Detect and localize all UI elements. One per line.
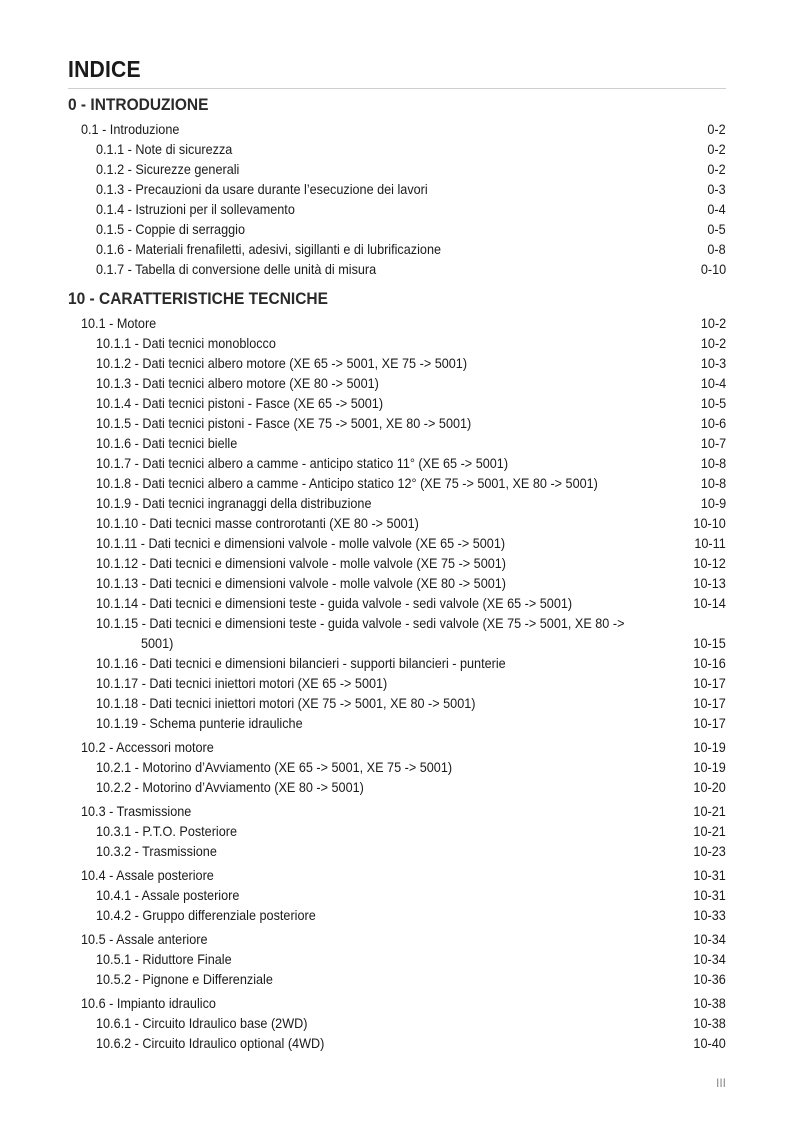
toc-entry-page: 10-40 [693, 1036, 726, 1051]
toc-entry-page: 10-9 [700, 496, 726, 511]
toc-subsection-entry[interactable] [68, 454, 726, 474]
toc-entry-label: 10.1.8 - Dati tecnici albero a camme - Anticipo statico 12° (XE 75 -> 5001, XE 80 -> 5001) [96, 476, 598, 491]
toc-subsection-entry[interactable] [68, 694, 726, 714]
toc-entry-label: 10.1.7 - Dati tecnici albero a camme - anticipo statico 11° (XE 65 -> 5001) [96, 456, 509, 471]
toc-entry-label: 10.4.2 - Gruppo differenziale posteriore [96, 908, 316, 923]
toc-subsection-entry[interactable] [68, 354, 726, 374]
toc-entry-page: 10-4 [700, 376, 726, 391]
toc-subsection-entry[interactable] [68, 714, 726, 734]
toc-subsection-entry[interactable] [68, 514, 726, 534]
toc-entry-label: 0.1.6 - Materiali frenafiletti, adesivi, sigillanti e di lubrificazione [96, 242, 442, 257]
toc-subsection-entry[interactable] [68, 822, 726, 842]
toc-entry-page: 0-5 [707, 222, 726, 237]
toc-entry-label: 0.1.7 - Tabella di conversione delle unità di misura [96, 262, 377, 277]
toc-entry-label: 10.1.11 - Dati tecnici e dimensioni valvole - molle valvole (XE 65 -> 5001) [96, 536, 506, 551]
toc-subsection-entry[interactable] [68, 1034, 726, 1054]
toc-entry-page: 10-33 [693, 908, 726, 923]
toc-section-entry[interactable] [68, 802, 726, 822]
toc-entry-page: 0-2 [707, 162, 726, 177]
toc-entry-label: 10.1.12 - Dati tecnici e dimensioni valvole - molle valvole (XE 75 -> 5001) [96, 556, 507, 571]
toc-entry-page: 0-2 [707, 122, 726, 137]
toc-entry-page: 10-6 [700, 416, 726, 431]
toc-entry-page: 10-14 [693, 596, 726, 611]
toc-entry-label: 10.1.16 - Dati tecnici e dimensioni bilancieri - supporti bilancieri - punterie [96, 656, 506, 671]
chapter-spacer [68, 280, 726, 288]
toc-subsection-entry[interactable] [68, 594, 726, 614]
toc-entry-label: 10.6 - Impianto idraulico [81, 996, 216, 1011]
toc-entry-label: 10.1.13 - Dati tecnici e dimensioni valvole - molle valvole (XE 80 -> 5001) [96, 576, 507, 591]
toc-entry-label: 0.1.2 - Sicurezze generali [96, 162, 240, 177]
toc-entry-page: 10-23 [693, 844, 726, 859]
toc-entry-label: 10.1.3 - Dati tecnici albero motore (XE 80 -> 5001) [96, 376, 379, 391]
toc-entry-label: 10.6.1 - Circuito Idraulico base (2WD) [96, 1016, 308, 1031]
toc-entry-label: 10.1 - Motore [81, 316, 157, 331]
toc-subsection-entry[interactable] [68, 614, 726, 634]
toc-entry-page: 0-8 [707, 242, 726, 257]
toc-entry-label: 0.1.3 - Precauzioni da usare durante l’esecuzione dei lavori [96, 182, 428, 197]
title-divider [68, 88, 726, 89]
toc-entry-label: 10.2.2 - Motorino d’Avviamento (XE 80 -> 5001) [96, 780, 364, 795]
toc-entry-page: 10-3 [700, 356, 726, 371]
toc-entry-page: 10-36 [693, 972, 726, 987]
toc-entry-label: 10.1.17 - Dati tecnici iniettori motori (XE 65 -> 5001) [96, 676, 388, 691]
toc-subsection-entry[interactable] [68, 494, 726, 514]
toc-entry-label: 0.1.5 - Coppie di serraggio [96, 222, 245, 237]
toc-subsection-entry[interactable] [68, 140, 726, 160]
toc-entry-label: 10.2 - Accessori motore [81, 740, 214, 755]
toc-section-entry[interactable] [68, 866, 726, 886]
page-number: III [715, 1076, 726, 1090]
toc-entry-page: 10-31 [693, 868, 726, 883]
toc-entry-label: 10.3.2 - Trasmissione [96, 844, 217, 859]
toc-subsection-entry[interactable] [68, 220, 726, 240]
toc-subsection-entry[interactable] [68, 474, 726, 494]
toc-entry-page: 10-2 [700, 336, 726, 351]
toc-entry-label: 10.4.1 - Assale posteriore [96, 888, 240, 903]
chapter-heading[interactable]: 10 - CARATTERISTICHE TECNICHE [68, 290, 328, 308]
toc-subsection-entry[interactable] [68, 574, 726, 594]
toc-entry-page: 10-21 [693, 804, 726, 819]
toc-entry-page: 10-19 [693, 740, 726, 755]
toc-entry-page: 10-21 [693, 824, 726, 839]
chapter-heading[interactable]: 0 - INTRODUZIONE [68, 96, 209, 114]
toc-entry-label: 0.1.1 - Note di sicurezza [96, 142, 233, 157]
toc-entry-label: 0.1.4 - Istruzioni per il sollevamento [96, 202, 295, 217]
toc-entry-label: 10.5.1 - Riduttore Finale [96, 952, 232, 967]
toc-subsection-entry[interactable] [68, 886, 726, 906]
toc-section-entry[interactable] [68, 314, 726, 334]
toc-subsection-entry[interactable] [68, 334, 726, 354]
toc-entry-label: 10.5 - Assale anteriore [81, 932, 208, 947]
toc-entry-page: 10-38 [693, 1016, 726, 1031]
toc-subsection-entry[interactable] [68, 970, 726, 990]
toc-entry-page: 0-2 [707, 142, 726, 157]
toc-subsection-entry[interactable] [68, 374, 726, 394]
toc-section-entry[interactable] [68, 738, 726, 758]
toc-entry-label: 10.1.15 - Dati tecnici e dimensioni teste - guida valvole - sedi valvole (XE 75 -> 5001, XE 80 -> [96, 616, 625, 631]
toc-entry-page: 10-17 [693, 696, 726, 711]
toc-entry-page: 0-4 [707, 202, 726, 217]
toc-entry-label: 10.4 - Assale posteriore [81, 868, 214, 883]
toc-entry-page: 10-12 [693, 556, 726, 571]
toc-entry-page: 10-17 [693, 716, 726, 731]
toc-subsection-entry[interactable] [68, 160, 726, 180]
toc-subsection-entry[interactable] [68, 434, 726, 454]
toc-entry-label: 10.1.18 - Dati tecnici iniettori motori (XE 75 -> 5001, XE 80 -> 5001) [96, 696, 476, 711]
toc-entry-label: 10.1.9 - Dati tecnici ingranaggi della distribuzione [96, 496, 372, 511]
toc-entry-page: 10-7 [700, 436, 726, 451]
toc-entry-label: 10.3.1 - P.T.O. Posteriore [96, 824, 238, 839]
toc-entry-label: 0.1 - Introduzione [81, 122, 180, 137]
toc-entry-label: 5001) [141, 636, 174, 651]
toc-entry-page: 10-8 [700, 456, 726, 471]
page-title: INDICE [68, 56, 141, 82]
toc-entry-label: 10.1.5 - Dati tecnici pistoni - Fasce (XE 75 -> 5001, XE 80 -> 5001) [96, 416, 472, 431]
toc-subsection-entry[interactable] [68, 674, 726, 694]
toc-entry-page: 0-10 [700, 262, 726, 277]
toc-subsection-entry[interactable] [68, 414, 726, 434]
toc-subsection-entry[interactable] [68, 758, 726, 778]
toc-subsection-entry[interactable] [68, 180, 726, 200]
toc-subsection-entry[interactable] [68, 1014, 726, 1034]
toc-entry-page: 10-17 [693, 676, 726, 691]
toc-entry-label: 10.1.2 - Dati tecnici albero motore (XE 65 -> 5001, XE 75 -> 5001) [96, 356, 468, 371]
toc-entry-page: 10-20 [693, 780, 726, 795]
toc-entry-label: 10.6.2 - Circuito Idraulico optional (4WD) [96, 1036, 325, 1051]
toc-subsection-entry[interactable] [68, 906, 726, 926]
toc-entry-page: 10-34 [693, 932, 726, 947]
toc-subsection-entry[interactable] [68, 842, 726, 862]
toc-entry-label: 10.1.14 - Dati tecnici e dimensioni teste - guida valvole - sedi valvole (XE 65 -> 5001) [96, 596, 573, 611]
toc-subsection-entry[interactable] [68, 534, 726, 554]
toc-entry-page: 10-10 [693, 516, 726, 531]
toc-subsection-entry-continuation[interactable] [68, 634, 726, 654]
toc-entry-page: 10-5 [700, 396, 726, 411]
toc-section-entry[interactable] [68, 994, 726, 1014]
table-of-contents [68, 94, 726, 1054]
toc-entry-page: 10-38 [693, 996, 726, 1011]
toc-entry-page: 0-3 [707, 182, 726, 197]
toc-entry-label: 10.3 - Trasmissione [81, 804, 192, 819]
toc-subsection-entry[interactable] [68, 394, 726, 414]
toc-entry-page: 10-16 [693, 656, 726, 671]
toc-entry-page: 10-13 [693, 576, 726, 591]
toc-entry-page: 10-2 [700, 316, 726, 331]
toc-subsection-entry[interactable] [68, 654, 726, 674]
toc-subsection-entry[interactable] [68, 950, 726, 970]
toc-subsection-entry[interactable] [68, 260, 726, 280]
toc-entry-label: 10.1.1 - Dati tecnici monoblocco [96, 336, 276, 351]
toc-entry-label: 10.2.1 - Motorino d’Avviamento (XE 65 -> 5001, XE 75 -> 5001) [96, 760, 453, 775]
toc-subsection-entry[interactable] [68, 240, 726, 260]
toc-entry-page: 10-8 [700, 476, 726, 491]
toc-subsection-entry[interactable] [68, 778, 726, 798]
toc-entry-label: 10.1.10 - Dati tecnici masse controrotanti (XE 80 -> 5001) [96, 516, 419, 531]
toc-section-entry[interactable] [68, 930, 726, 950]
toc-subsection-entry[interactable] [68, 200, 726, 220]
toc-entry-label: 10.1.4 - Dati tecnici pistoni - Fasce (XE 65 -> 5001) [96, 396, 384, 411]
toc-subsection-entry[interactable] [68, 554, 726, 574]
toc-entry-page: 10-34 [693, 952, 726, 967]
toc-entry-page: 10-19 [693, 760, 726, 775]
toc-entry-label: 10.1.6 - Dati tecnici bielle [96, 436, 238, 451]
toc-entry-label: 10.1.19 - Schema punterie idrauliche [96, 716, 303, 731]
toc-entry-label: 10.5.2 - Pignone e Differenziale [96, 972, 273, 987]
toc-entry-page: 10-15 [693, 636, 726, 651]
toc-section-entry[interactable] [68, 120, 726, 140]
toc-entry-page: 10-11 [694, 536, 726, 551]
toc-entry-page: 10-31 [693, 888, 726, 903]
